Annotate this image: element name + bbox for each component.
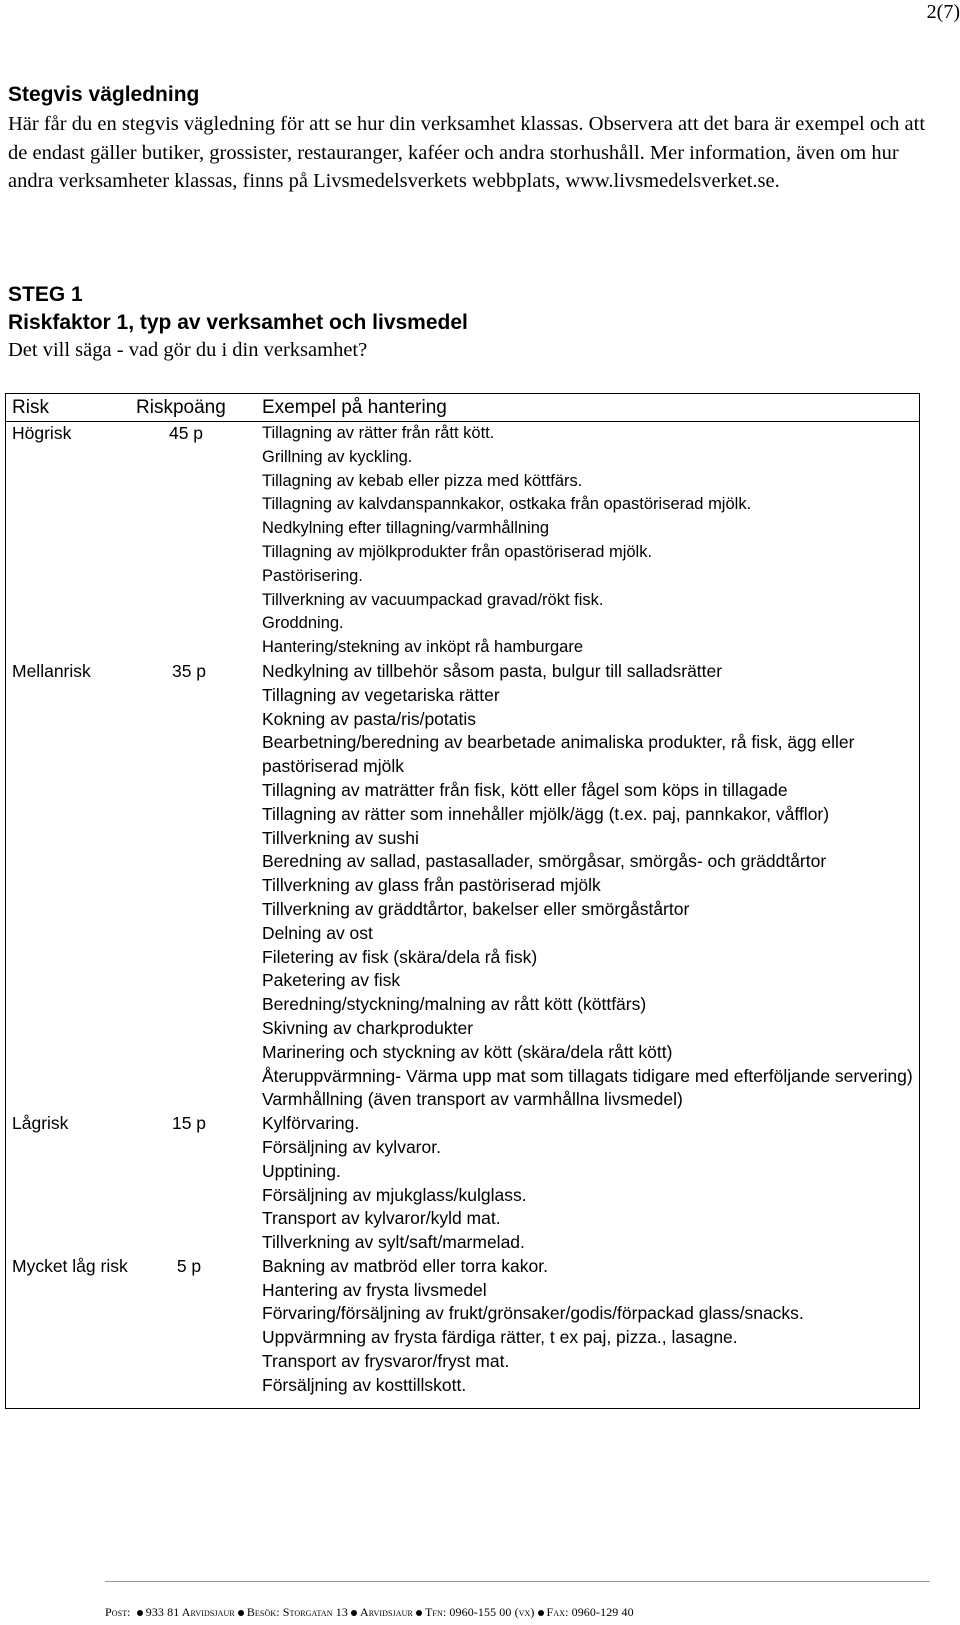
column-header-risk: Risk [6,394,131,422]
example-item: Paketering av fisk [262,970,401,991]
risk-points-cell: 45 p [168,423,204,443]
example-item: Uppvärmning av frysta färdiga rätter, t ex paj, pizza., lasagne. [262,1327,738,1348]
risk-level-cell: Lågrisk [6,1112,131,1255]
intro-paragraph: Här får du en stegvis vägledning för att se hur din verksamhet klassas. Observera att det bara är exempel och att de endast gäller butiker, grossister, restauranger, kaféer och andra storhushåll. Mer information, även om hur andra verksamheter klassas, finns på Livsmedelsverkets webbplats, www.livsmedelsverket.se. [8,113,926,192]
example-item: Nedkylning av tillbehör såsom pasta, bulgur till salladsrätter [262,660,723,681]
example-item: Tillagning av kebab eller pizza med köttfärs. [262,471,583,490]
footer-city: Arvidsjaur [359,1605,413,1619]
risk-level-cell: Mellanrisk [6,660,131,1112]
bullet-icon [538,1610,544,1616]
example-item: Tillverkning av sushi [262,827,419,848]
footer-post-value: 933 81 Arvidsjaur [145,1605,235,1619]
example-item: Försäljning av kylvaror. [262,1136,441,1157]
example-item: Skivning av charkprodukter [262,1017,474,1038]
example-item: Försäljning av mjukglass/kulglass. [262,1184,527,1205]
example-item: Kylförvaring. [262,1113,360,1134]
footer-fax-value: 0960-129 40 [571,1605,634,1619]
example-item: Grillning av kyckling. [262,447,413,466]
table-row [6,660,920,1112]
examples-cell [256,422,920,660]
column-header-examples: Exempel på hantering [256,394,920,422]
example-item: Pastörisering. [262,566,363,585]
risk-points-cell: 15 p [171,1113,207,1134]
example-item: Tillagning av mjölkprodukter från opastöriserad mjölk. [262,542,653,561]
table-row [6,1255,920,1408]
example-item: Hantering/stekning av inköpt rå hamburgare [262,638,584,657]
example-item: Tillagning av maträtter från fisk, kött eller fågel som köps in tillagade [262,779,788,800]
examples-cell [256,1112,920,1255]
example-item: Tillagning av rätter som innehåller mjölk/ägg (t.ex. paj, pannkakor, våfflor) [262,803,830,824]
footer-phone-value: 0960-155 00 (vx) [449,1605,535,1619]
examples-cell [256,1255,920,1408]
footer-post-label: Post: [105,1605,134,1619]
example-item: Tillagning av vegetariska rätter [262,684,500,705]
bullet-icon [137,1610,143,1616]
footer [105,1604,935,1620]
intro-heading: Stegvis vägledning [8,83,200,106]
bullet-icon [416,1610,422,1616]
example-item: Tillverkning av glass från pastöriserad mjölk [262,875,601,896]
example-item: Groddning. [262,614,344,633]
example-item: Nedkylning efter tillagning/varmhållning [262,519,550,538]
risk-level-cell: Mycket låg risk [6,1255,131,1408]
example-item: Filetering av fisk (skära/dela rå fisk) [262,946,538,967]
example-item: Bakning av matbröd eller torra kakor. [262,1255,548,1276]
example-item: Tillverkning av sylt/saft/marmelad. [262,1232,525,1253]
example-item: Förvaring/försäljning av frukt/grönsaker/godis/förpackad glass/snacks. [262,1303,804,1324]
example-item: Beredning/styckning/malning av rått kött (köttfärs) [262,994,647,1015]
step-question: Det vill säga - vad gör du i din verksamhet? [8,339,368,361]
example-item: Hantering av frysta livsmedel [262,1279,487,1300]
example-item: Beredning av sallad, pastasallader, smörgåsar, smörgås- och gräddtårtor [262,851,827,872]
example-item: Marinering och styckning av kött (skära/dela rått kött) [262,1041,673,1062]
intro-body [8,110,928,196]
example-item: Tillverkning av gräddtårtor, bakelser eller smörgåstårtor [262,898,690,919]
example-item: Delning av ost [262,922,373,943]
risk-points-cell: 35 p [171,660,207,681]
risk-level-cell: Högrisk [6,422,131,660]
step-heading: STEG 1 [8,283,83,306]
table-row [6,1112,920,1255]
page-number: 2(7) [926,1,960,23]
footer-visit-label: Besök: [246,1605,283,1619]
example-item: Transport av frysvaror/fryst mat. [262,1351,510,1372]
example-item: Varmhållning (även transport av varmhållna livsmedel) [262,1089,683,1110]
step-subheading: Riskfaktor 1, typ av verksamhet och livsmedel [8,311,468,334]
risk-table [5,393,920,1409]
column-header-points: Riskpoäng [130,394,256,422]
example-item: Upptining. [262,1160,341,1181]
risk-points-cell: 5 p [130,1255,256,1408]
bullet-icon [351,1610,357,1616]
table-row [6,422,920,660]
table-header-row [6,394,920,422]
footer-divider [105,1581,930,1582]
bullet-icon [238,1610,244,1616]
footer-fax-label: Fax: [546,1605,572,1619]
example-item: Bearbetning/beredning av bearbetade animaliska produkter, rå fisk, ägg eller pastöriserad mjölk [262,732,855,777]
example-item: Kokning av pasta/ris/potatis [262,708,477,729]
example-item: Återuppvärmning- Värma upp mat som tillagats tidigare med efterföljande servering) [262,1065,913,1086]
example-item: Tillverkning av vacuumpackad gravad/rökt fisk. [262,590,604,609]
footer-visit-value: Storgatan 13 [282,1605,348,1619]
example-item: Tillagning av kalvdanspannkakor, ostkaka från opastöriserad mjölk. [262,495,752,514]
footer-phone-label: Tfn: [425,1605,450,1619]
example-item: Tillagning av rätter från rått kött. [262,424,495,442]
table-body [6,422,920,1409]
example-item: Försäljning av kosttillskott. [262,1374,467,1395]
examples-cell [256,660,920,1112]
example-item: Transport av kylvaror/kyld mat. [262,1208,501,1229]
